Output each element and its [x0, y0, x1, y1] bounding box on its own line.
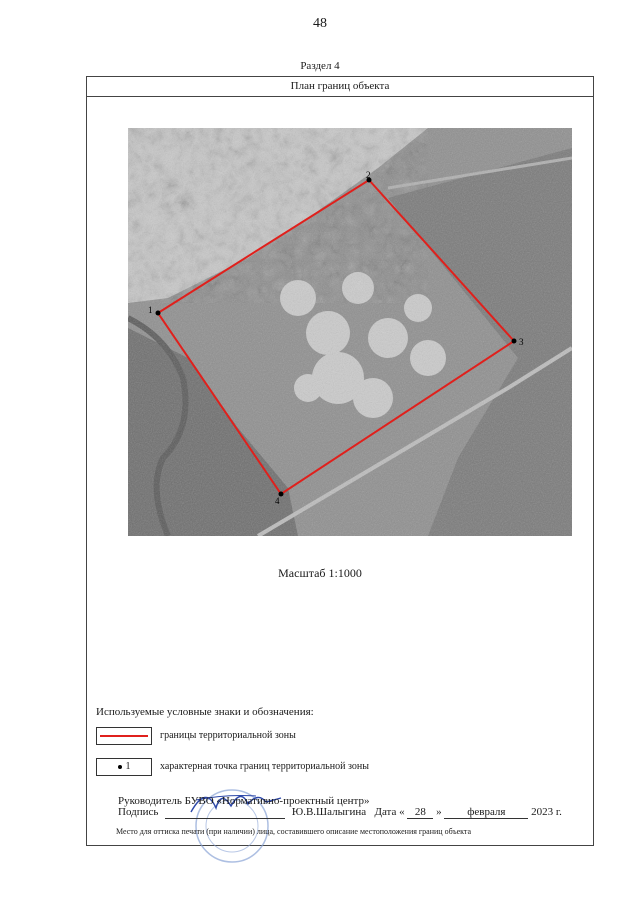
point-label-4: 4	[275, 496, 280, 506]
page-number: 48	[313, 16, 327, 31]
section-title: Раздел 4	[300, 60, 340, 72]
legend-point-symbol	[96, 758, 152, 776]
frame-title: План границ объекта	[87, 77, 593, 97]
boundary-point-3	[512, 339, 517, 344]
legend-point-text: характерная точка границ территориальной зоны	[160, 761, 369, 772]
date-mid: »	[436, 806, 442, 818]
signature-row	[118, 806, 588, 819]
scale-label: Масштаб 1:1000	[278, 566, 362, 580]
point-label-2: 2	[366, 170, 371, 180]
point-label-1: 1	[148, 305, 153, 315]
date-label: Дата «	[374, 806, 405, 818]
sign-label: Подпись	[118, 806, 159, 818]
legend-boundary-line	[100, 735, 148, 737]
legend-boundary-text: границы территориальной зоны	[160, 730, 296, 741]
boundary-point-1	[156, 311, 161, 316]
aerial-photo-map	[128, 128, 572, 536]
date-day: 28	[407, 806, 433, 819]
legend-title: Используемые условные знаки и обозначения:	[96, 706, 314, 718]
legend-boundary-symbol	[96, 727, 152, 745]
legend-point-number: 1	[125, 761, 131, 772]
signatory-position: Руководитель БУВО «Нормативно-проектный центр»	[118, 795, 370, 807]
date-year: 2023 г.	[531, 806, 562, 818]
point-label-3: 3	[519, 337, 524, 347]
stamp-place-note: Место для оттиска печати (при наличии) лица, составившего описание местоположения границ объекта	[116, 827, 472, 836]
signatory-name: Ю.В.Шалыгина	[291, 806, 367, 818]
legend-point-dot	[118, 765, 122, 769]
date-month: февраля	[444, 806, 528, 819]
signature-line	[165, 806, 285, 819]
